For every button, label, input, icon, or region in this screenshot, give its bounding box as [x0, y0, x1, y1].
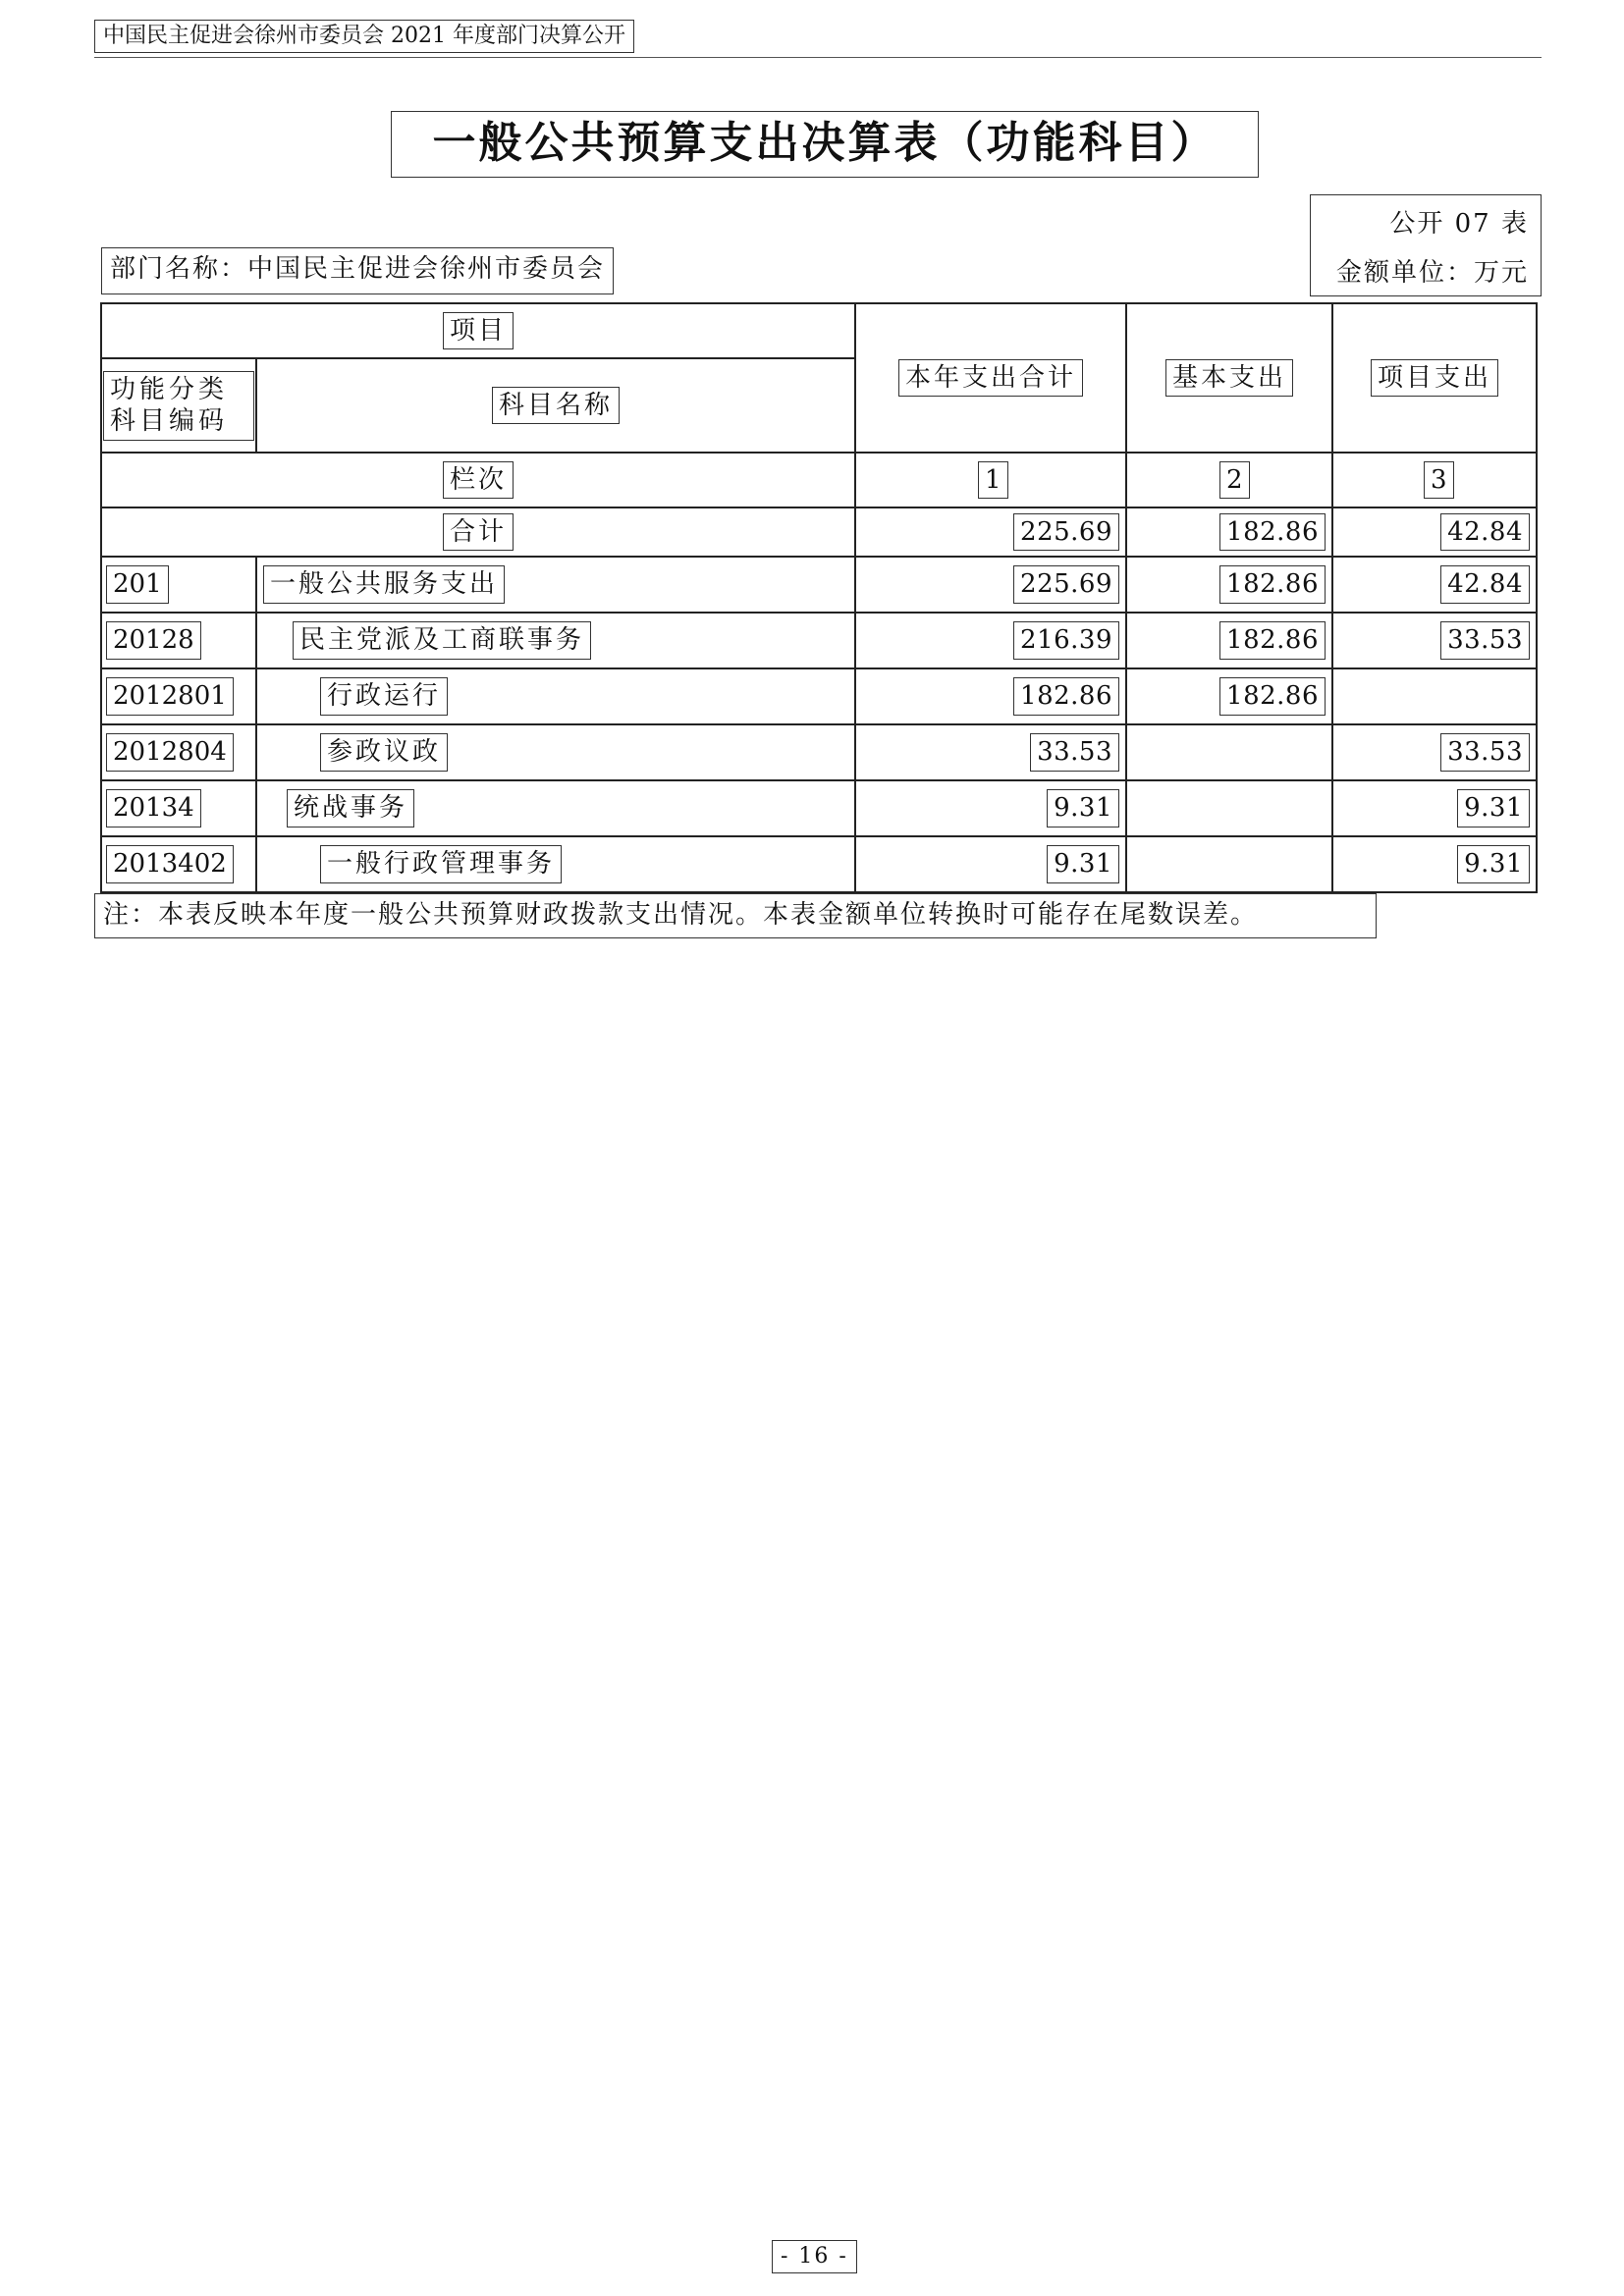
row-name-cell — [256, 836, 855, 892]
header-total-cell — [855, 303, 1126, 453]
header-code-cell — [101, 358, 256, 453]
row-name: 统战事务 — [287, 789, 414, 828]
sum-basic-cell — [1126, 507, 1332, 557]
row-name-cell — [256, 780, 855, 836]
table-header-row — [101, 303, 1537, 358]
row-code-cell — [101, 557, 256, 613]
row-project: 9.31 — [1457, 845, 1530, 883]
amount-unit: 金额单位：万元 — [1335, 258, 1529, 288]
row-code-cell — [101, 836, 256, 892]
row-name: 一般公共服务支出 — [263, 565, 505, 604]
row-code-cell — [101, 668, 256, 724]
row-code-cell — [101, 724, 256, 780]
row-basic: 182.86 — [1219, 565, 1326, 604]
sum-project: 42.84 — [1440, 513, 1530, 552]
row-name: 参政议政 — [320, 733, 448, 772]
header-item: 项目 — [443, 312, 514, 350]
column-index-label: 栏次 — [443, 461, 514, 500]
table-row — [101, 780, 1537, 836]
header-project-cell — [1332, 303, 1537, 453]
row-project: 33.53 — [1440, 733, 1530, 772]
header-total: 本年支出合计 — [898, 359, 1083, 398]
row-basic-cell — [1126, 557, 1332, 613]
column-index-1: 1 — [978, 461, 1008, 500]
row-name-cell — [256, 557, 855, 613]
column-index-row — [101, 453, 1537, 507]
row-name-cell — [256, 613, 855, 668]
table-row — [101, 836, 1537, 892]
row-code-cell — [101, 780, 256, 836]
row-basic: 182.86 — [1219, 677, 1326, 716]
sum-total: 225.69 — [1013, 513, 1119, 552]
row-code: 20128 — [106, 621, 201, 660]
form-info-box — [1310, 194, 1542, 296]
running-header: 中国民主促进会徐州市委员会 2021 年度部门决算公开 — [94, 20, 634, 53]
row-basic-cell — [1126, 668, 1332, 724]
row-total-cell — [855, 836, 1126, 892]
row-basic-cell — [1126, 724, 1332, 780]
column-index-3: 3 — [1424, 461, 1454, 500]
sum-label-cell — [101, 507, 855, 557]
table-row — [101, 724, 1537, 780]
header-rule — [94, 57, 1542, 58]
row-code: 2012804 — [106, 733, 234, 772]
budget-table — [100, 302, 1538, 893]
row-code: 20134 — [106, 789, 201, 828]
row-code: 2013402 — [106, 845, 234, 883]
column-index-3-cell — [1332, 453, 1537, 507]
row-project: 9.31 — [1457, 789, 1530, 828]
form-number: 公开 07 表 — [1389, 209, 1529, 239]
sum-row — [101, 507, 1537, 557]
header-item-cell — [101, 303, 855, 358]
table-row — [101, 668, 1537, 724]
row-project-cell — [1332, 668, 1537, 724]
row-code-cell — [101, 613, 256, 668]
row-total-cell — [855, 557, 1126, 613]
header-code: 功能分类科目编码 — [103, 371, 254, 441]
row-code: 2012801 — [106, 677, 234, 716]
sum-project-cell — [1332, 507, 1537, 557]
sum-label: 合计 — [443, 513, 514, 552]
row-basic-cell — [1126, 780, 1332, 836]
row-project-cell — [1332, 780, 1537, 836]
row-project-cell — [1332, 557, 1537, 613]
row-project-cell — [1332, 613, 1537, 668]
header-name: 科目名称 — [492, 387, 620, 425]
column-index-2-cell — [1126, 453, 1332, 507]
row-name-cell — [256, 724, 855, 780]
sum-basic: 182.86 — [1219, 513, 1326, 552]
row-total: 9.31 — [1047, 845, 1119, 883]
row-total-cell — [855, 613, 1126, 668]
column-index-1-cell — [855, 453, 1126, 507]
department-name: 部门名称：中国民主促进会徐州市委员会 — [101, 247, 614, 294]
row-project-cell — [1332, 836, 1537, 892]
row-total: 9.31 — [1047, 789, 1119, 828]
row-total-cell — [855, 780, 1126, 836]
row-total-cell — [855, 668, 1126, 724]
page-number: - 16 - — [772, 2240, 857, 2273]
row-name-cell — [256, 668, 855, 724]
row-total-cell — [855, 724, 1126, 780]
document-title: 一般公共预算支出决算表（功能科目） — [391, 111, 1259, 178]
row-name: 民主党派及工商联事务 — [293, 621, 591, 660]
header-basic: 基本支出 — [1165, 359, 1293, 398]
row-total: 216.39 — [1013, 621, 1119, 660]
column-index-2: 2 — [1219, 461, 1250, 500]
header-project: 项目支出 — [1371, 359, 1498, 398]
sum-total-cell — [855, 507, 1126, 557]
row-total: 33.53 — [1030, 733, 1119, 772]
table-row — [101, 557, 1537, 613]
row-basic-cell — [1126, 613, 1332, 668]
row-name: 一般行政管理事务 — [320, 845, 562, 883]
row-project: 33.53 — [1440, 621, 1530, 660]
row-project-cell — [1332, 724, 1537, 780]
row-project: 42.84 — [1440, 565, 1530, 604]
header-basic-cell — [1126, 303, 1332, 453]
row-total: 182.86 — [1013, 677, 1119, 716]
table-row — [101, 613, 1537, 668]
header-name-cell — [256, 358, 855, 453]
table-note: 注：本表反映本年度一般公共预算财政拨款支出情况。本表金额单位转换时可能存在尾数误差。 — [94, 893, 1377, 938]
column-index-label-cell — [101, 453, 855, 507]
row-code: 201 — [106, 565, 169, 604]
row-name: 行政运行 — [320, 677, 448, 716]
row-basic: 182.86 — [1219, 621, 1326, 660]
row-basic-cell — [1126, 836, 1332, 892]
row-total: 225.69 — [1013, 565, 1119, 604]
